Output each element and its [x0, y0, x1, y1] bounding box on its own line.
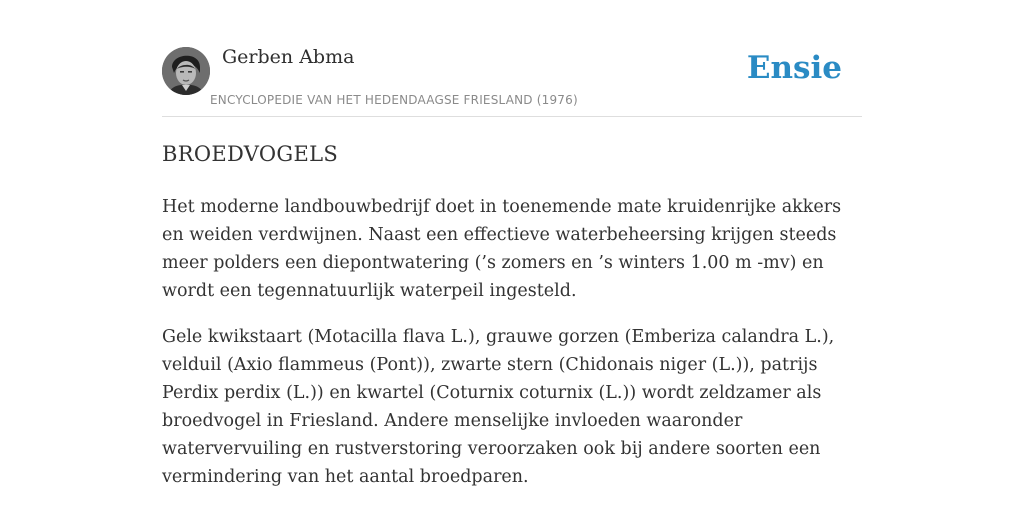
brand-logo[interactable]: Ensie — [746, 50, 842, 86]
author-name[interactable]: Gerben Abma — [222, 46, 355, 68]
article-paragraph: Gele kwikstaart (Motacilla flava L.), grauwe gorzen (Emberiza calandra L.), velduil (Axio flammeus (Pont)), zwarte stern (Chidonais niger (L.)), patrijs Perdix perdix (L.)) en kwartel (Coturnix coturnix (L.)) wordt zeldzamer als broedvogel in Friesland. Andere menselijke invloeden waaronder watervervuiling en rustverstoring veroorzaken ook bij andere soorten een vermindering van het aantal broedparen. — [162, 327, 835, 487]
author-portrait-image — [162, 47, 210, 95]
source-label[interactable]: ENCYCLOPEDIE VAN HET HEDENDAAGSE FRIESLAND (1976) — [210, 93, 578, 107]
article-body — [162, 193, 862, 509]
article-header — [162, 0, 862, 117]
article-paragraph: Het moderne landbouwbedrijf doet in toenemende mate kruidenrijke akkers en weiden verdwijnen. Naast een effectieve waterbeheersing krijgen steeds meer polders een diepontwatering (’s zomers en ’s winters 1.00 m -mv) en wordt een tegennatuurlijk waterpeil ingesteld. — [162, 197, 842, 301]
article-card — [162, 0, 862, 487]
article-title: BROEDVOGELS — [162, 142, 339, 166]
author-avatar[interactable] — [162, 47, 210, 95]
